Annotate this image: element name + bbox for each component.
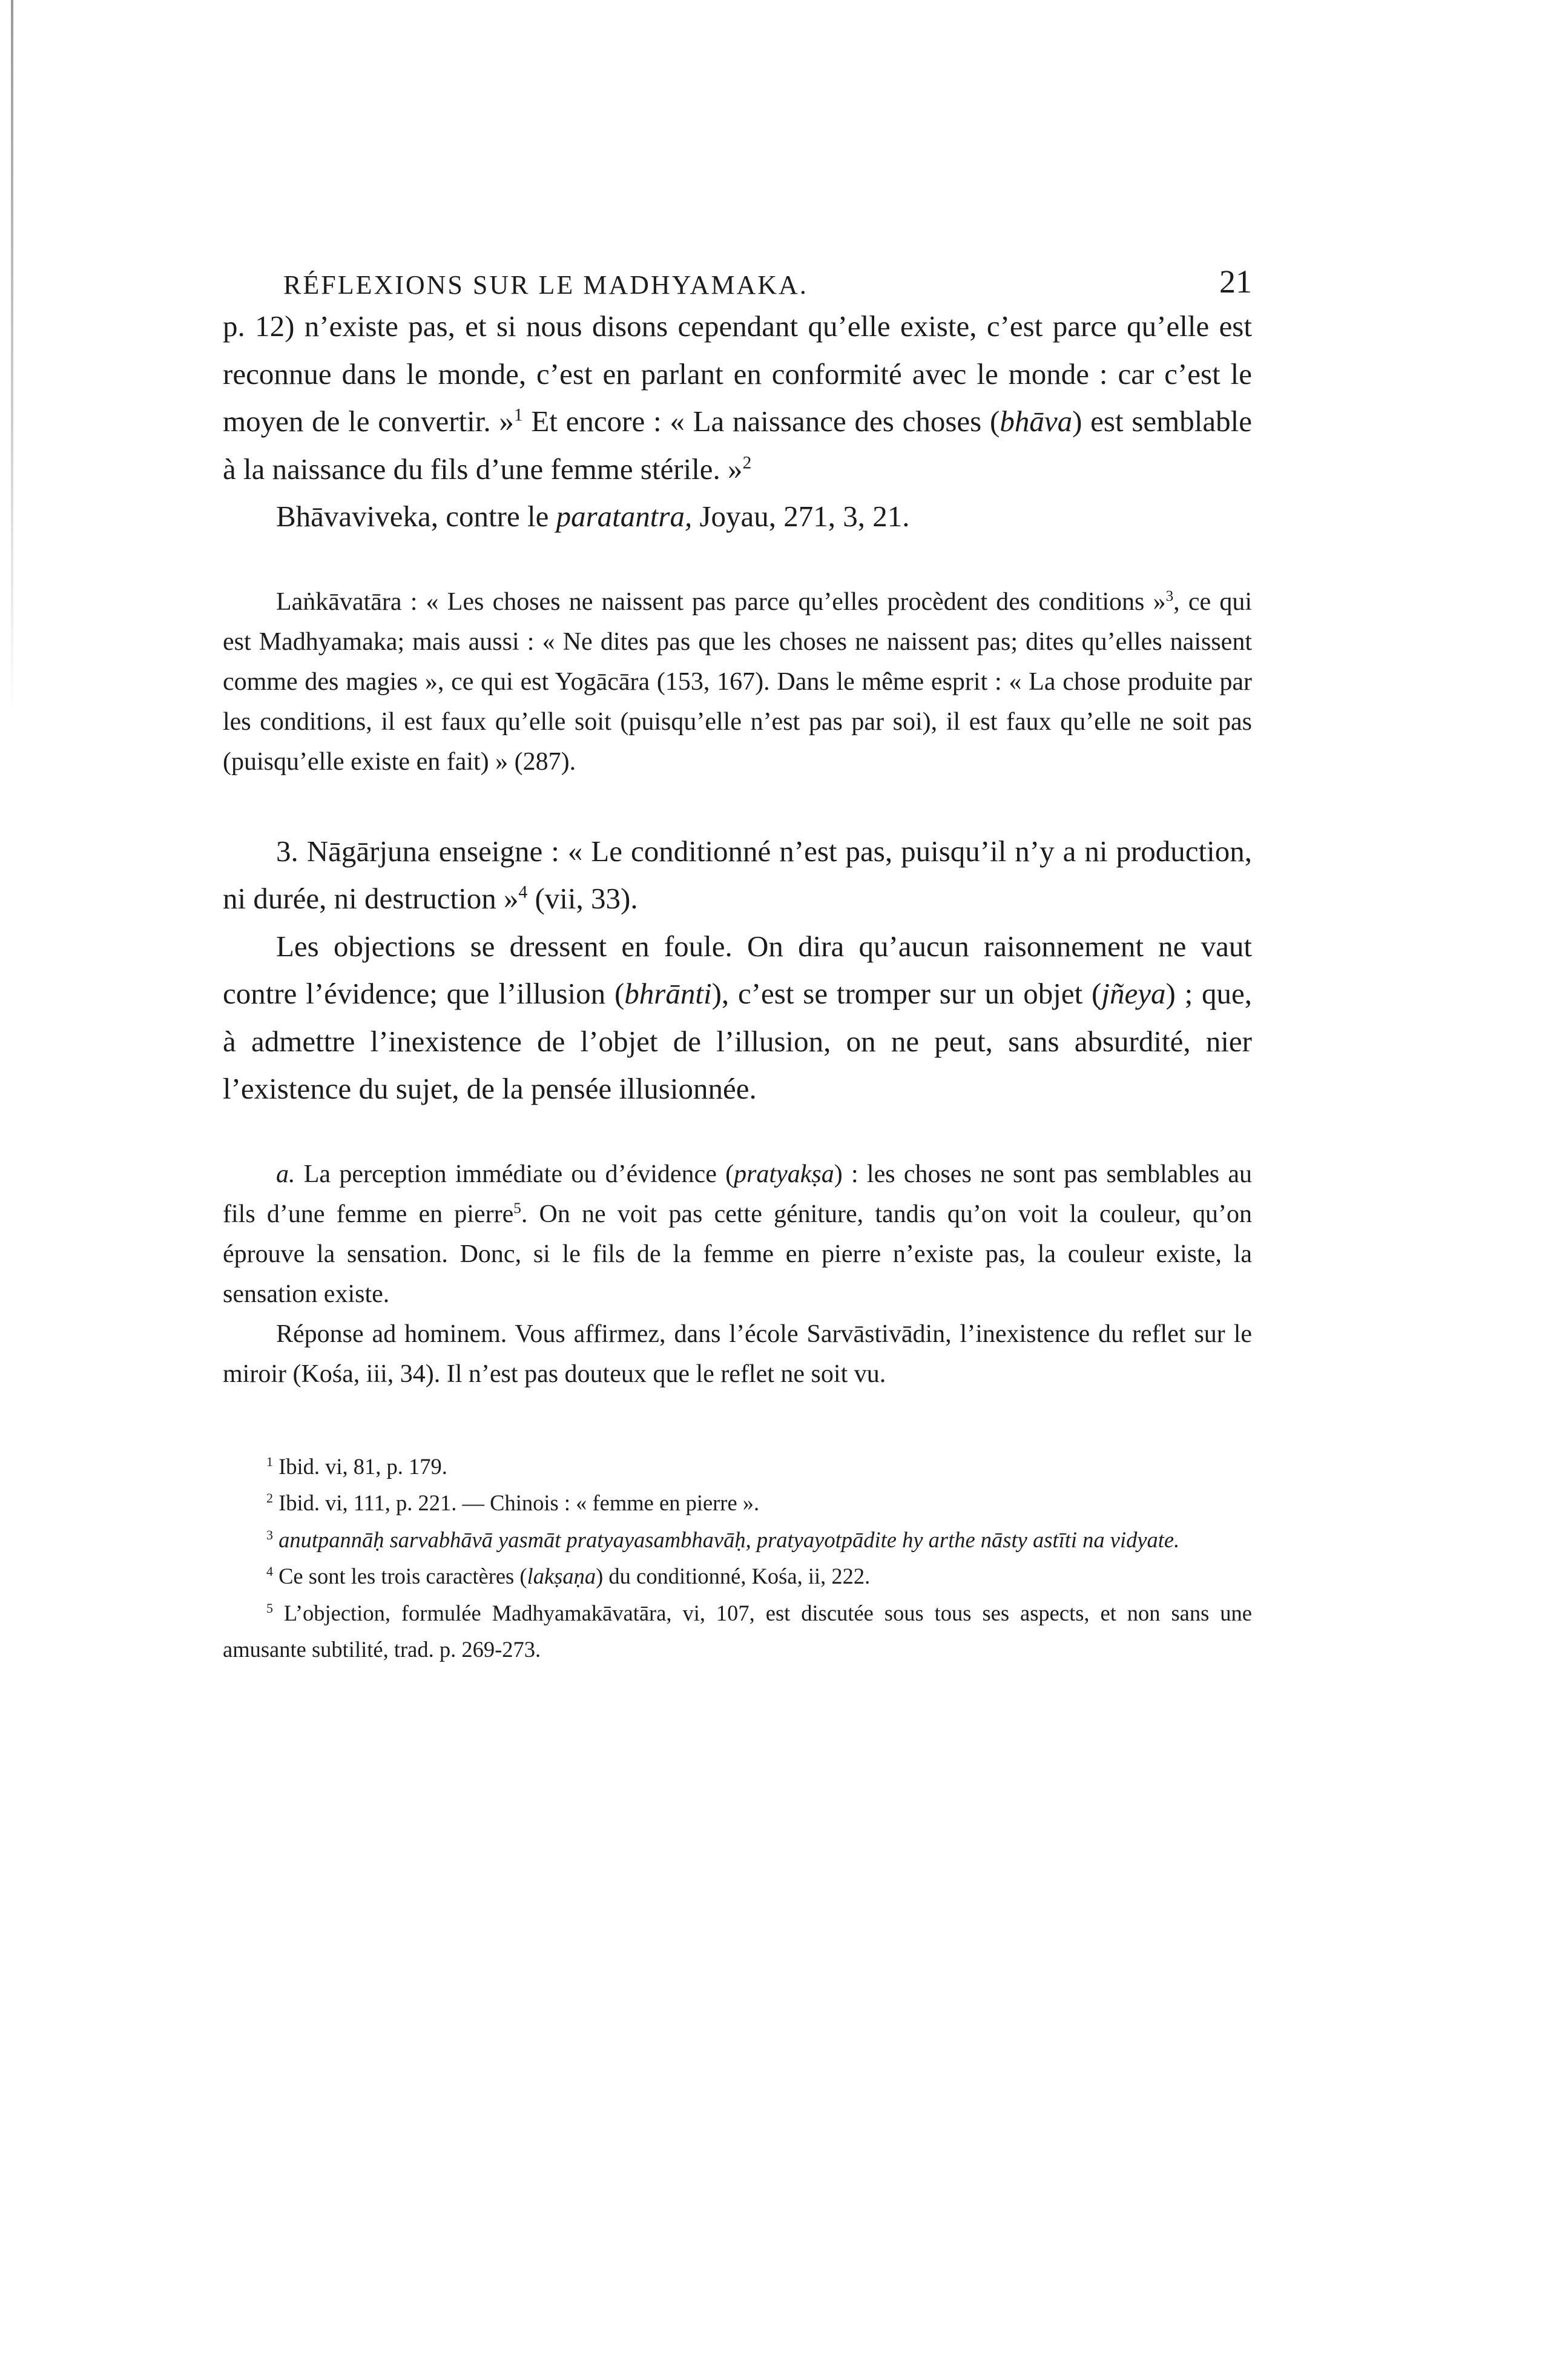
italic-term: paratantra, <box>556 500 693 533</box>
spacer <box>223 541 1252 582</box>
text-run: 3. Nāgārjuna enseigne : « Le conditionné n’est pas, puisqu’il n’y a ni production, ni durée, ni destruction » <box>223 834 1252 915</box>
text-run: Les objections se dressent en foule. On dira qu’aucun raisonnement ne vaut contre l’évidence; que l’illusion ( <box>223 929 1252 1010</box>
footnote-text: Ce sont les trois caractères ( <box>272 1564 527 1588</box>
text-run: . On ne voit pas cette géniture, tandis qu’on voit la couleur, qu’on éprouve la sensation. Donc, si le fils de la femme en pierre n’existe pas, la couleur existe, la sensation existe. <box>223 1200 1252 1308</box>
footnote-5 <box>223 1595 1252 1668</box>
text-run: Laṅkāvatāra : « Les choses ne naissent pas parce qu’elles procèdent des conditions » <box>276 587 1166 616</box>
paragraph-objections <box>223 923 1252 1113</box>
spacer <box>223 782 1252 828</box>
footnote-1 <box>223 1449 1252 1486</box>
footnote-text: Ibid. vi, 111, p. 221. — Chinois : « femme en pierre ». <box>272 1490 760 1515</box>
footnote-ref: 1 <box>513 405 523 425</box>
footnote-number: 1 <box>266 1453 273 1469</box>
italic-term: lakṣaṇa <box>527 1564 596 1588</box>
paragraph-lankavatara <box>223 582 1252 782</box>
footnote-ref: 3 <box>1165 587 1174 604</box>
footnote-text: Ibid. vi, 81, p. 179. <box>272 1453 447 1479</box>
footnote-ref: 5 <box>513 1200 521 1217</box>
paragraph-nagarjuna <box>223 828 1252 923</box>
footnote-text: ) du conditionné, Kośa, ii, 222. <box>596 1564 871 1588</box>
text-run: p. 12) n’existe pas, et si nous disons cependant qu’elle existe, c’est parce qu’elle est reconnue dans le monde, c’est en parlant en conformité avec le monde : car c’est le moyen de le convertir. » <box>223 309 1252 438</box>
footnote-ref: 4 <box>518 882 528 902</box>
footnote-2 <box>223 1485 1252 1522</box>
footnote-number: 2 <box>266 1490 273 1506</box>
spacer <box>223 1113 1252 1154</box>
italic-label: a. <box>276 1160 295 1188</box>
italic-term: jñeya <box>1101 977 1166 1010</box>
running-head-title: RÉFLEXIONS SUR LE MADHYAMAKA. <box>283 270 808 300</box>
footnote-text: L’objection, formulée Madhyamakāvatāra, vi, 107, est discutée sous tous ses aspects, et non sans une amusante subtilité, trad. p. 269-273. <box>223 1600 1252 1662</box>
footnote-number: 3 <box>266 1527 273 1542</box>
footnote-3 <box>223 1522 1252 1559</box>
text-run: ) : les choses ne sont pas semblables au fils d’une femme en pierre <box>223 1160 1252 1228</box>
italic-term: bhrānti <box>624 977 712 1010</box>
italic-term: bhāva <box>1000 405 1073 438</box>
running-head <box>223 242 1252 303</box>
paragraph-bhavaviveka <box>223 493 1252 541</box>
footnote-number: 5 <box>266 1600 273 1616</box>
text-run: Bhāvaviveka, contre le <box>276 500 556 533</box>
scan-edge-line <box>11 0 13 715</box>
paragraph-quote-continuation <box>223 303 1252 493</box>
italic-term: pratyakṣa <box>734 1160 834 1188</box>
page-number: 21 <box>1219 263 1252 300</box>
text-run: (vii, 33). <box>527 882 638 915</box>
paragraph-perception <box>223 1154 1252 1314</box>
footnote-4 <box>223 1558 1252 1595</box>
spacer <box>223 1394 1252 1449</box>
footnotes <box>223 1449 1252 1668</box>
text-run: ), c’est se tromper sur un objet ( <box>711 977 1102 1010</box>
text-run: ) ; que, à admettre l’inexistence de l’objet de l’illusion, on ne peut, sans absurdité, nier l’existence du sujet, de la pensée illusionnée. <box>223 977 1252 1105</box>
footnote-ref: 2 <box>742 453 752 473</box>
book-page <box>223 242 1252 1668</box>
text-run: , ce qui est Madhyamaka; mais aussi : « Ne dites pas que les choses ne naissent pas; dites qu’elles naissent comme des magies », ce qui est Yogācāra (153, 167). Dans le même esprit : « La chose produite par les conditions, il est faux qu’elle soit (puisqu’elle n’est pas par soi), il est faux qu’elle ne soit pas (puisqu’elle existe en fait) » (287). <box>223 587 1252 776</box>
text-run: Et encore : « La naissance des choses ( <box>522 405 1000 438</box>
paragraph-reponse: Réponse ad hominem. Vous affirmez, dans l’école Sarvāstivādin, l’inexistence du reflet sur le miroir (Kośa, iii, 34). Il n’est pas douteux que le reflet ne soit vu. <box>223 1320 1252 1388</box>
footnote-number: 4 <box>266 1563 273 1579</box>
text-run: Joyau, 271, 3, 21. <box>692 500 910 533</box>
text-run: ) est semblable à la naissance du fils d’une femme stérile. » <box>223 405 1252 486</box>
text-run: La perception immédiate ou d’évidence ( <box>295 1160 734 1188</box>
footnote-text: anutpannāḥ sarvabhāvā yasmāt pratyayasambhavāḥ, pratyayotpādite hy arthe nāsty astīti na vidyate. <box>278 1527 1180 1552</box>
